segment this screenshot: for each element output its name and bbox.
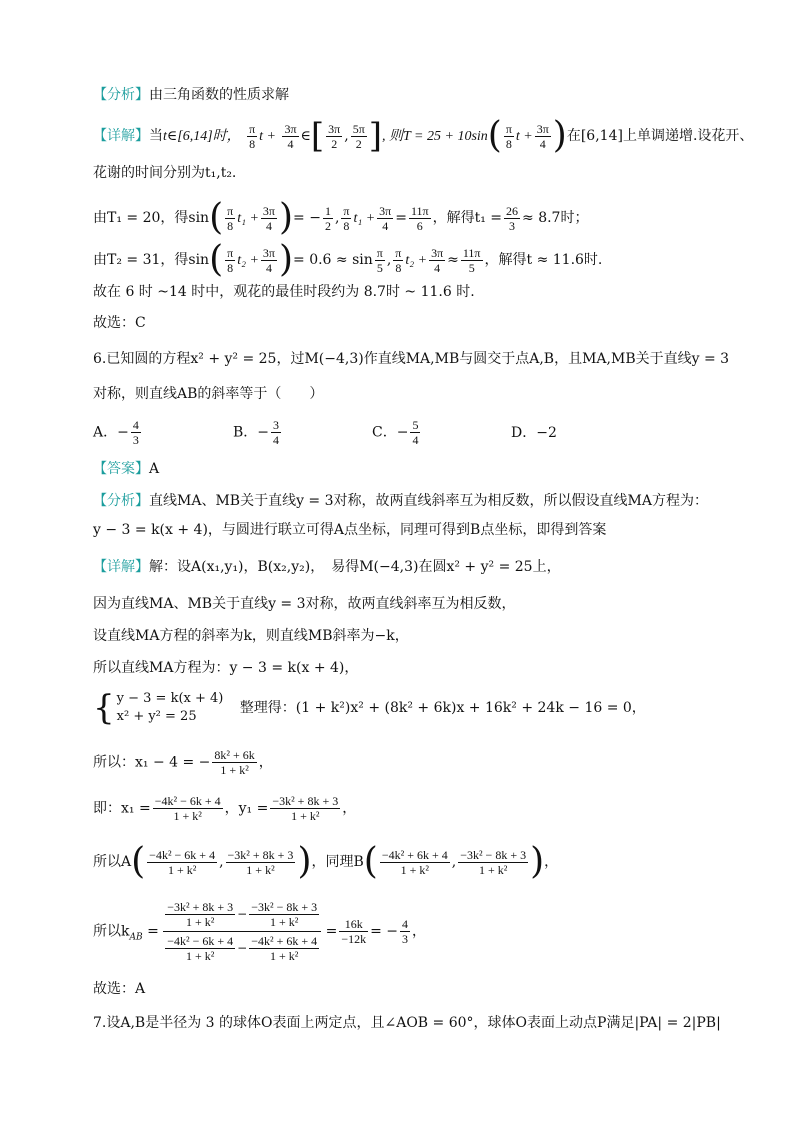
answer-line: 【答案】A bbox=[93, 461, 160, 477]
fraction: $\frac{5\pi}{2}$ bbox=[352, 121, 365, 151]
analysis-text: 由三角函数的性质求解 bbox=[149, 87, 289, 103]
option-b[interactable]: B．− $\frac{3}{4}$ bbox=[233, 418, 280, 447]
detail2-line-7: 即：x₁ = $\frac{\text{−4k² − 6k + 4}}{\text{1 + k²}}$ ，y₁ = $\frac{\text{−3k² + 8k + 3}}{\text{1 + k²}}$ ， bbox=[93, 794, 357, 823]
equation-system: { y − 3 = k(x + 4) x² + y² = 25 整理得：(1 + k²)x² + (8k² + 6k)x + 16k² + 24k − 16 = 0， bbox=[93, 688, 646, 728]
conclusion-line: 故在 6 时 ~14 时中，观花的最佳时段约为 8.7时 ~ 11.6 时. bbox=[93, 284, 475, 300]
option-d[interactable]: D．−2 bbox=[511, 425, 557, 441]
detail-line-1: 【详解】当t∈[6,14]时， $\frac{\pi}{8}$ t + $\frac{3\pi}{4}$ ∈[ $\frac{3\pi}{2}$ , $\frac{5\pi}{2}$ ], 则T = 25 + 10sin( $\frac{\pi}{8}$ t + $\frac{3\pi}{4}$ )在[6,14]上单调递增.设花开、 bbox=[93, 115, 754, 156]
detail-line-4: 由T₂ = 31，得sin( $\frac{\pi}{8}$ t₂ + $\frac{3\pi}{4}$ )= 0.6 ≈ sin $\frac{\pi}{5}$ , $\frac{\pi}{8}$ t₂ + $\frac{3\pi}{4}$ ≈ $\frac{11\pi}{5}$ ，解得t ≈ 11.6时. bbox=[93, 239, 603, 280]
detail2-line-1: 【详解】解：设A(x₁,y₁)，B(x₂,y₂)， 易得M(−4,3)在圆x² + y² = 25上， bbox=[93, 559, 561, 575]
answer-tag: 【答案】 bbox=[93, 461, 149, 477]
detail-line-2: 花谢的时间分别为t₁,t₂. bbox=[93, 165, 237, 181]
detail2-line-3: 设直线MA方程的斜率为k，则直线MB斜率为−k， bbox=[93, 628, 409, 644]
analysis-line bbox=[93, 85, 289, 105]
detail2-line-2: 因为直线MA、MB关于直线y = 3对称，故两直线斜率互为相反数， bbox=[93, 596, 516, 612]
math: ∈ bbox=[300, 129, 311, 144]
slope-derivation: 所以$k_{AB}$ = $\frac{\text{−3k² + 8k + 3}}{\text{1 + k²}}$ − $\frac{\text{−3k² − 8k + 3}}{\text{1 + k²}}$ $\frac{\text{−4k² − 6k + 4}}{\text{1 + k²}}$ − $\frac{\text{−4k² + 6k + 4}}{\text{1 + k²}}$ = $\frac{16k}{-12k}$ = − $\frac{4}{3}$ ， bbox=[93, 900, 427, 963]
detail-tag: 【详解】 bbox=[93, 559, 149, 575]
fraction: $\frac{3\pi}{4}$ bbox=[284, 121, 297, 151]
analysis2-line-2: y − 3 = k(x + 4)，与圆进行联立可得A点坐标，同理可得到B点坐标，即得到答案 bbox=[93, 522, 607, 538]
fraction: $\frac{\pi}{8}$ bbox=[249, 121, 256, 151]
detail-line-3: 由T₁ = 20，得sin( $\frac{\pi}{8}$ t₁ + $\frac{3\pi}{4}$ )= − $\frac{1}{2}$ , $\frac{\pi}{8}$ t₁ + $\frac{3\pi}{4}$ = $\frac{11\pi}{6}$ ，解得t₁ = $\frac{26}{3}$ ≈ 8.7时； bbox=[93, 197, 589, 238]
text: 当 bbox=[149, 128, 163, 144]
question-6-line-1: 6.已知圆的方程x² + y² = 25，过M(−4,3)作直线MA,MB与圆交于点A,B，且MA,MB关于直线y = 3 bbox=[93, 351, 730, 367]
analysis2-line-1: 【分析】直线MA、MB关于直线y = 3对称，故两直线斜率互为相反数，所以假设直线MA方程为： bbox=[93, 493, 708, 509]
detail2-line-6: 所以：x₁ − 4 = − $\frac{\text{8k² + 6k}}{\text{1 + k²}}$ ， bbox=[93, 748, 273, 777]
detail-tag: 【详解】 bbox=[93, 128, 149, 144]
text: 在[6,14]上单调递增.设花开、 bbox=[566, 128, 754, 144]
detail2-line-8: 所以A( $\frac{\text{−4k² − 6k + 4}}{\text{1 + k²}}$ , $\frac{\text{−3k² + 8k + 3}}{\text{1 + k²}}$ )，同理B( $\frac{\text{−4k² + 6k + 4}}{\text{1 + k²}}$ , $\frac{\text{−3k² − 8k + 3}}{\text{1 + k²}}$ )， bbox=[93, 841, 559, 882]
detail2-line-4: 所以直线MA方程为：y − 3 = k(x + 4)， bbox=[93, 660, 359, 676]
options-row bbox=[93, 418, 653, 448]
math: t + bbox=[515, 129, 533, 144]
final-choice: 故选：A bbox=[93, 981, 146, 997]
question-7-line-1: 7.设A,B是半径为 3 的球体O表面上两定点，且∠AOB = 60°，球体O表面上动点P满足|PA| = 2|PB| bbox=[93, 1015, 721, 1031]
math: t + bbox=[259, 129, 277, 144]
question-6-line-2: 对称，则直线AB的斜率等于（ ） bbox=[93, 386, 324, 402]
math: , 则T = 25 + 10sin bbox=[382, 129, 488, 144]
fraction: $\frac{3\pi}{2}$ bbox=[328, 121, 341, 151]
fraction: $\frac{3\pi}{4}$ bbox=[536, 121, 549, 151]
option-c[interactable]: C．− $\frac{5}{4}$ bbox=[372, 418, 419, 447]
compound-fraction: $\frac{\text{−3k² + 8k + 3}}{\text{1 + k²}}$ − $\frac{\text{−3k² − 8k + 3}}{\text{1 + k²}}$ $\frac{\text{−4k² − 6k + 4}}{\text{1 + k²}}$ − $\frac{\text{−4k² + 6k + 4}}{\text{1 + k²}}$ bbox=[163, 900, 321, 963]
choice-line: 故选：C bbox=[93, 315, 146, 331]
option-a[interactable]: A．− $\frac{4}{3}$ bbox=[93, 418, 139, 447]
analysis-tag: 【分析】 bbox=[93, 493, 149, 509]
analysis-tag: 【分析】 bbox=[93, 87, 149, 103]
fraction: $\frac{\pi}{8}$ bbox=[505, 121, 512, 151]
math: t∈[6,14]时， bbox=[163, 129, 241, 144]
